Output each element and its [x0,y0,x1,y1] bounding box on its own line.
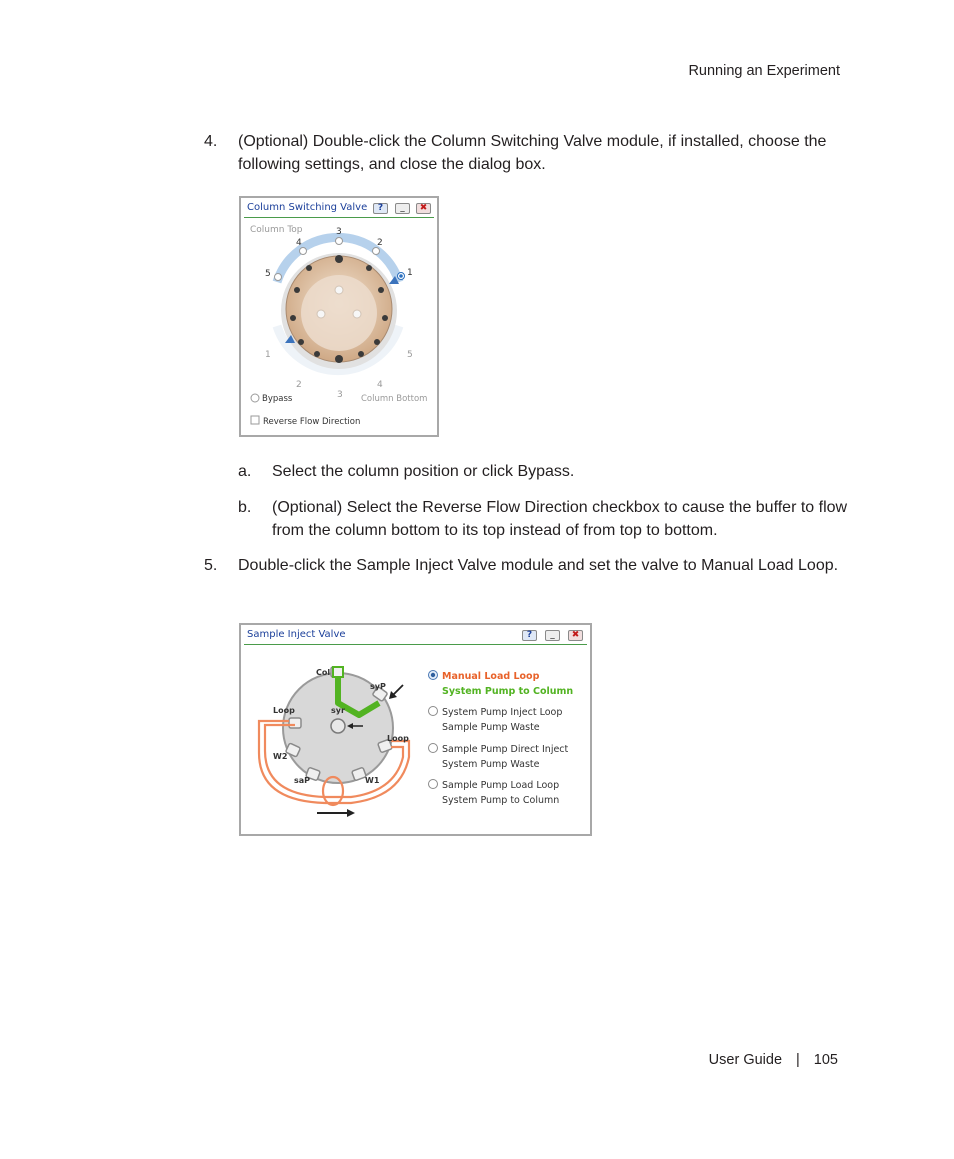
footer-doc-title: User Guide [708,1052,783,1068]
option-sample-pump-direct-inject-line1: Sample Pump Direct Inject [442,744,569,755]
top-position-2: 2 [377,238,383,248]
close-button[interactable]: ✖ [568,630,583,641]
sample-inject-valve-dialog [239,623,592,836]
step-5-text: Double-click the Sample Inject Valve module and set the valve to Manual Load Loop. [238,557,839,574]
bypass-radio[interactable] [251,394,259,402]
option-sample-pump-direct-inject-line2: System Pump Waste [442,759,540,770]
top-position-4: 4 [296,238,302,248]
bottom-position-2: 2 [296,380,302,390]
option-manual-load-loop-line1: Manual Load Loop [442,671,540,682]
bypass-label: Bypass [262,394,293,404]
port-col-label: Col [316,668,331,677]
bottom-position-5: 5 [407,350,413,360]
position-1-radio-dot [399,274,403,278]
minimize-button[interactable]: _ [545,630,560,641]
dialog-title-bar [244,627,587,645]
option-selected-dot [431,673,435,677]
option-sample-pump-load-loop-line1: Sample Pump Load Loop [442,780,560,791]
column-valve-graphic [241,218,437,435]
page-footer [709,1052,838,1068]
step-4-number: 4. [204,133,218,150]
dialog-title-bar [244,200,434,218]
syr-port [331,719,345,733]
option-sample-pump-load-loop-line2: System Pump to Column [442,795,560,806]
port-syp-label: syP [370,682,386,691]
footer-separator: | [796,1052,800,1068]
bottom-position-3: 3 [337,390,343,400]
minimize-button[interactable]: _ [395,203,410,214]
option-system-pump-inject-loop-line1: System Pump Inject Loop [442,707,563,718]
column-top-label: Column Top [250,225,303,235]
reverse-flow-label: Reverse Flow Direction [263,417,361,427]
column-bottom-label: Column Bottom [361,394,428,404]
step-5-number: 5. [204,557,218,574]
port-loop-right-label: Loop [387,734,409,743]
step-4-text: (Optional) Double-click the Column Switching Valve module, if installed, choose the following settings, and close the dialog box. [238,133,827,173]
dialog-title: Column Switching Valve [247,202,368,213]
top-position-3: 3 [336,227,342,237]
help-button[interactable]: ? [522,630,537,641]
help-button[interactable]: ? [373,203,388,214]
option-sample-pump-direct-inject-radio[interactable] [429,744,438,753]
top-position-5: 5 [265,269,271,279]
reverse-flow-checkbox[interactable] [251,416,259,424]
footer-page-number: 105 [813,1052,838,1068]
running-header: Running an Experiment [688,63,840,79]
syp-arrow-line [393,685,403,695]
flow-direction-head [347,809,355,817]
option-manual-load-loop-line2: System Pump to Column [442,686,574,697]
port-w1-label: W1 [365,776,380,785]
bottom-position-1: 1 [265,350,271,360]
top-position-1: 1 [407,268,413,278]
port-syr-label: syr [331,706,345,715]
substep-b-text: (Optional) Select the Reverse Flow Direction checkbox to cause the buffer to flow from the column bottom to its top instead of from top to bottom. [272,499,848,539]
bottom-position-4: 4 [377,380,383,390]
option-system-pump-inject-loop-radio[interactable] [429,707,438,716]
substep-b-letter: b. [238,499,252,516]
option-system-pump-inject-loop-line2: Sample Pump Waste [442,722,540,733]
port-sap-label: saP [294,776,311,785]
valve-mode-options [429,671,574,807]
substep-a-text: Select the column position or click Bypass. [272,463,575,480]
port-loop-left-label: Loop [273,706,295,715]
dialog-title: Sample Inject Valve [247,629,346,640]
substep-a-letter: a. [238,463,252,480]
column-switching-valve-dialog [239,196,439,437]
inject-valve-graphic [241,645,590,834]
port-w2-label: W2 [273,752,288,761]
close-button[interactable]: ✖ [416,203,431,214]
option-sample-pump-load-loop-radio[interactable] [429,780,438,789]
